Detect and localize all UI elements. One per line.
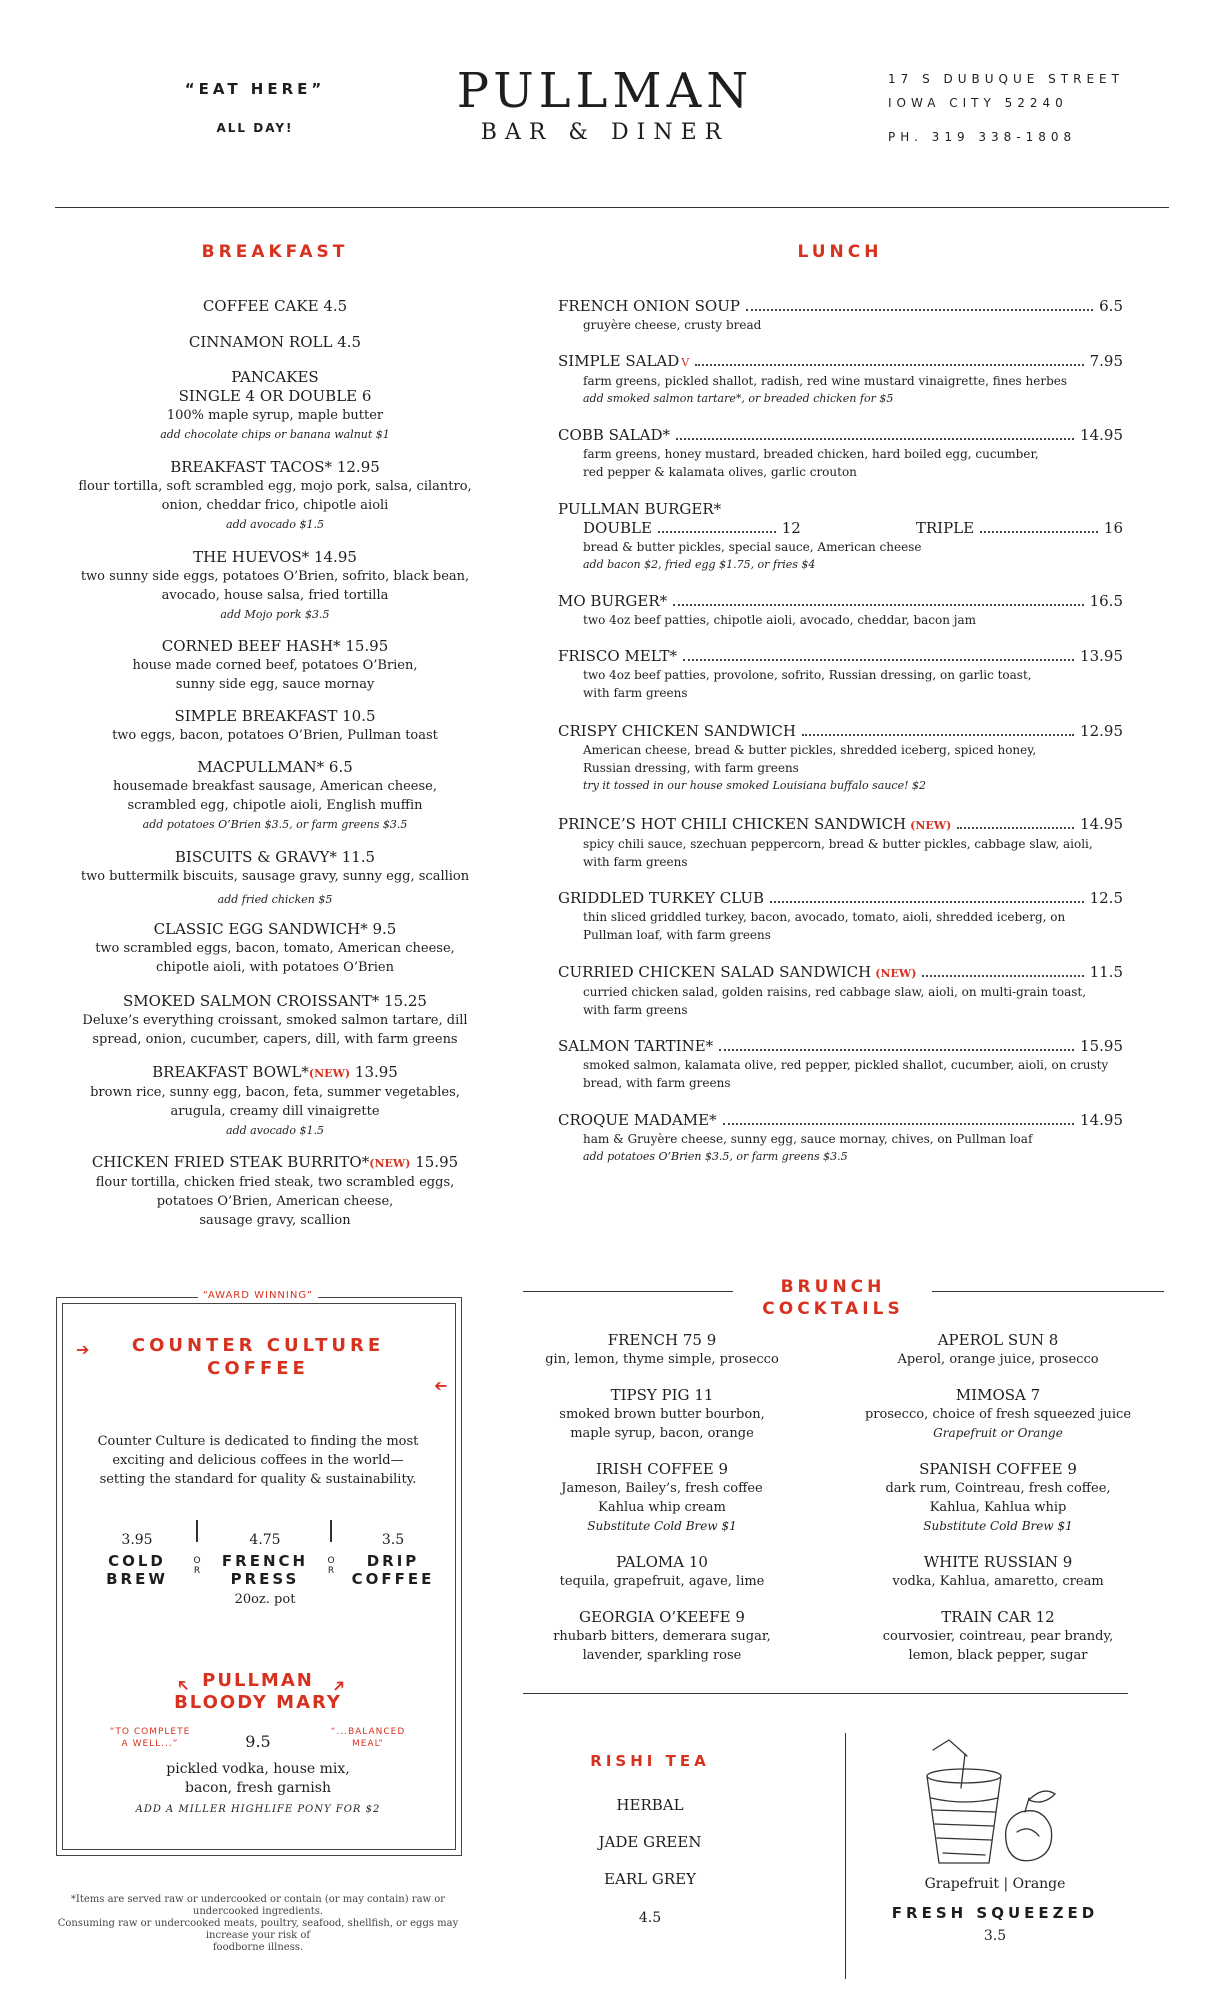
breakfast-item: THE HUEVOS* 14.95 two sunny side eggs, potatoes O’Brien, sofrito, black bean, avocado, house salsa, fried tortilla add Mojo pork $3.5 — [80, 548, 470, 621]
award-label: “AWARD WINNING” — [198, 1290, 318, 1301]
phone: PH. 319 338-1808 — [888, 130, 1077, 144]
coffee-title: COUNTER CULTURE — [131, 1335, 385, 1356]
breakfast-item: CHICKEN FRIED STEAK BURRITO*(NEW) 15.95 flour tortilla, chicken fried steak, two scrambled eggs, potatoes O’Brien, American cheese, sausage gravy, scallion — [91, 1153, 459, 1228]
arrow-icon: ➔ — [171, 1674, 195, 1697]
cocktail-item: SPANISH COFFEE 9 dark rum, Cointreau, fresh coffee, Kahlua, Kahlua whip Substitute Cold Brew $1 — [885, 1460, 1111, 1533]
cocktail-item: APEROL SUN 8 Aperol, orange juice, prosecco — [897, 1331, 1099, 1367]
cocktail-item: FRENCH 75 9 gin, lemon, thyme simple, prosecco — [545, 1331, 779, 1367]
arrow-icon: ➔ — [327, 1674, 351, 1697]
or-label: O R — [327, 1556, 335, 1576]
juice-glass-orange-illustration — [905, 1728, 1085, 1873]
tea-item: JADE GREEN — [598, 1833, 702, 1851]
breakfast-item: CINNAMON ROLL 4.5 — [188, 333, 362, 351]
lunch-item: CRISPY CHICKEN SANDWICH 12.95 American cheese, bread & butter pickles, shredded iceberg, spiced honey, Russian dressing, with farm greens try it tossed in our house smoked Louisiana buffalo sauce! $2 — [558, 722, 1123, 792]
tea-heading: RISHI TEA — [590, 1752, 710, 1770]
cocktail-item: TRAIN CAR 12 courvosier, cointreau, pear brandy, lemon, black pepper, sugar — [882, 1608, 1114, 1663]
lunch-item: PRINCE’S HOT CHILI CHICKEN SANDWICH (NEW) 14.95 spicy chili sauce, szechuan peppercorn, bread & butter pickles, cabbage slaw, aioli, with farm greens — [558, 815, 1123, 869]
tea-item: HERBAL — [616, 1796, 684, 1814]
arrow-right-icon: ➔ — [76, 1340, 90, 1359]
juice-price: 3.5 — [983, 1928, 1007, 1944]
divider — [196, 1520, 198, 1542]
lunch-item: FRISCO MELT* 13.95 two 4oz beef patties, provolone, sofrito, Russian dressing, on garlic toast, with farm greens — [558, 647, 1123, 700]
logo-sub: BAR & DINER — [480, 120, 730, 145]
bloody-mary-description: pickled vodka, house mix, bacon, fresh garnish — [166, 1761, 350, 1796]
tagline: “EAT HERE” — [184, 80, 326, 98]
breakfast-item: BISCUITS & GRAVY* 11.5 two buttermilk biscuits, sausage gravy, sunny egg, scallion add fried chicken $5 — [80, 848, 470, 906]
breakfast-item: SIMPLE BREAKFAST 10.5 two eggs, bacon, potatoes O’Brien, Pullman toast — [112, 707, 438, 743]
bloody-mary-title: PULLMAN BLOODY MARY — [174, 1670, 342, 1713]
drip-coffee-price: 3.5 — [381, 1532, 405, 1548]
cocktails-bottom-rule — [523, 1693, 1128, 1694]
header-divider — [55, 207, 1169, 208]
breakfast-item: PANCAKES SINGLE 4 OR DOUBLE 6 100% maple syrup, maple butter add chocolate chips or banana walnut $1 — [160, 368, 390, 441]
cocktails-heading: BRUNCH COCKTAILS — [762, 1277, 904, 1319]
arrow-left-icon: ➔ — [434, 1376, 448, 1395]
tagline-sub: ALL DAY! — [216, 121, 294, 135]
cocktail-item: PALOMA 10 tequila, grapefruit, agave, lime — [559, 1553, 765, 1589]
address-city: IOWA CITY 52240 — [888, 96, 1068, 110]
cocktail-item: WHITE RUSSIAN 9 vodka, Kahlua, amaretto, cream — [892, 1553, 1104, 1589]
cold-brew-label: COLD BREW — [106, 1552, 168, 1588]
lunch-item: FRENCH ONION SOUP 6.5 gruyère cheese, crusty bread — [558, 297, 1123, 332]
breakfast-item: CLASSIC EGG SANDWICH* 9.5 two scrambled eggs, bacon, tomato, American cheese, chipotle aioli, with potatoes O’Brien — [95, 920, 455, 975]
bloody-mary-addon: ADD A MILLER HIGHLIFE PONY FOR $2 — [135, 1804, 381, 1815]
lunch-item: GRIDDLED TURKEY CLUB 12.5 thin sliced griddled turkey, bacon, avocado, tomato, aioli, shredded iceberg, on Pullman loaf, with farm greens — [558, 889, 1123, 942]
coffee-title-sub: COFFEE — [207, 1358, 309, 1379]
breakfast-item: CORNED BEEF HASH* 15.95 house made corned beef, potatoes O’Brien, sunny side egg, sauce mornay — [132, 637, 418, 692]
lunch-item: SIMPLE SALAD V 7.95 farm greens, pickled shallot, radish, red wine mustard vinaigrette, fines herbes add smoked salmon tartare*, or breaded chicken for $5 — [558, 352, 1123, 405]
cocktails-rule-left — [523, 1291, 733, 1292]
french-press-price: 4.75 — [249, 1532, 281, 1548]
address-street: 17 S DUBUQUE STREET — [888, 72, 1124, 86]
food-safety-footnote: *Items are served raw or undercooked or contain (or may contain) raw or undercooked ingredients. Consuming raw or undercooked meats, poultry, seafood, shellfish, or eggs may increase your risk of foodborne illness. — [57, 1894, 459, 1953]
lunch-heading: LUNCH — [797, 242, 883, 262]
drip-coffee-label: DRIP COFFEE — [351, 1552, 435, 1588]
lunch-item: SALMON TARTINE* 15.95 smoked salmon, kalamata olive, red pepper, pickled shallot, cucumber, aioli, on crusty bread, with farm greens — [558, 1037, 1123, 1090]
tea-juice-divider — [845, 1733, 846, 1979]
divider — [330, 1520, 332, 1542]
french-press-label: FRENCH PRESS — [221, 1552, 309, 1588]
tea-item: EARL GREY — [604, 1870, 696, 1888]
cold-brew-price: 3.95 — [121, 1532, 153, 1548]
cocktail-item: IRISH COFFEE 9 Jameson, Bailey’s, fresh coffee Kahlua whip cream Substitute Cold Brew $1 — [561, 1460, 763, 1533]
lunch-item: MO BURGER* 16.5 two 4oz beef patties, chipotle aioli, avocado, cheddar, bacon jam — [558, 592, 1123, 627]
lunch-item: CURRIED CHICKEN SALAD SANDWICH (NEW) 11.5 curried chicken salad, golden raisins, red cabbage slaw, aioli, on multi-grain toast, with farm greens — [558, 963, 1123, 1017]
cocktail-item: GEORGIA O’KEEFE 9 rhubarb bitters, demerara sugar, lavender, sparkling rose — [553, 1608, 771, 1663]
cocktail-item: TIPSY PIG 11 smoked brown butter bourbon, maple syrup, bacon, orange — [559, 1386, 765, 1441]
coffee-description: Counter Culture is dedicated to finding the most exciting and delicious coffees in the world— setting the standard for quality & sustainability. — [97, 1434, 419, 1487]
tea-price: 4.5 — [638, 1910, 662, 1926]
lunch-item: CROQUE MADAME* 14.95 ham & Gruyère cheese, sunny egg, sauce mornay, chives, on Pullman loaf add potatoes O’Brien $3.5, or farm greens $3.5 — [558, 1111, 1123, 1163]
breakfast-item: BREAKFAST TACOS* 12.95 flour tortilla, soft scrambled egg, mojo pork, salsa, cilantro, onion, cheddar frico, chipotle aioli add avocado $1.5 — [78, 458, 472, 531]
bloody-mary-price: 9.5 — [245, 1732, 271, 1751]
cocktail-item: MIMOSA 7 prosecco, choice of fresh squeezed juice Grapefruit or Orange — [864, 1386, 1132, 1440]
juice-options: Grapefruit | Orange — [924, 1876, 1066, 1892]
juice-title: FRESH SQUEEZED — [891, 1904, 1099, 1922]
lunch-item: PULLMAN BURGER* DOUBLE 12 TRIPLE 16 bread & butter pickles, special sauce, American cheese add bacon $2, fried egg $1.75, or fries $4 — [558, 500, 1124, 571]
quote-right: “...BALANCED MEAL” — [330, 1727, 406, 1749]
breakfast-item: BREAKFAST BOWL*(NEW) 13.95 brown rice, sunny egg, bacon, feta, summer vegetables, arugula, creamy dill vinaigrette add avocado $1.5 — [90, 1063, 460, 1137]
breakfast-item: COFFEE CAKE 4.5 — [202, 297, 348, 315]
cocktails-rule-right — [932, 1291, 1164, 1292]
breakfast-item: SMOKED SALMON CROISSANT* 15.25 Deluxe’s everything croissant, smoked salmon tartare, dill spread, onion, cucumber, capers, dill, with farm greens — [82, 992, 468, 1047]
logo-name: PULLMAN — [456, 63, 754, 119]
french-press-note: 20oz. pot — [234, 1592, 296, 1607]
lunch-item: COBB SALAD* 14.95 farm greens, honey mustard, breaded chicken, hard boiled egg, cucumber, red pepper & kalamata olives, garlic crouton — [558, 426, 1123, 479]
breakfast-heading: BREAKFAST — [201, 242, 349, 262]
breakfast-item: MACPULLMAN* 6.5 housemade breakfast sausage, American cheese, scrambled egg, chipotle aioli, English muffin add potatoes O’Brien $3.5, or farm greens $3.5 — [113, 758, 437, 831]
quote-left: “TO COMPLETE A WELL...” — [109, 1727, 191, 1749]
or-label: O R — [193, 1556, 201, 1576]
